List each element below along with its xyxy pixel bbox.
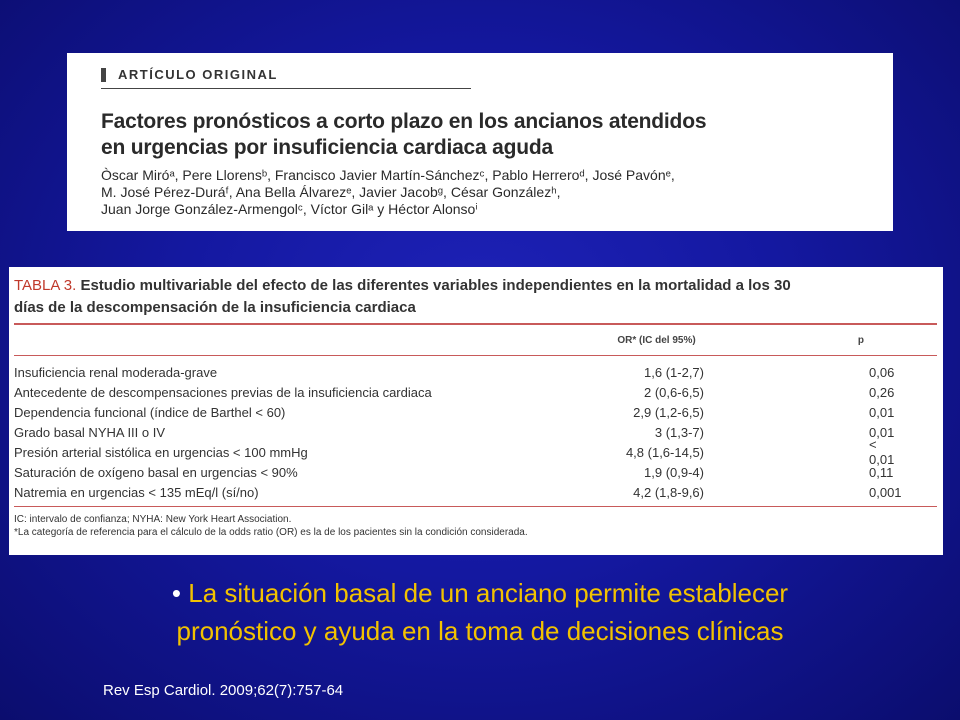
bullet-text-line: pronóstico y ayuda en la toma de decisiones clínicas bbox=[176, 616, 784, 646]
article-title bbox=[101, 109, 893, 161]
author-list bbox=[101, 167, 893, 218]
row-or: 3 (1,3-7) bbox=[654, 424, 704, 440]
table-row bbox=[14, 482, 937, 502]
row-or: 1,6 (1-2,7) bbox=[644, 364, 704, 380]
table-caption bbox=[14, 275, 937, 319]
table-header bbox=[14, 325, 937, 355]
row-or: 4,8 (1,6-14,5) bbox=[625, 444, 704, 460]
footnote: IC: intervalo de confianza; NYHA: New York Heart Association. bbox=[14, 514, 292, 525]
row-p: 0,01 bbox=[869, 404, 895, 420]
section-heading bbox=[101, 67, 893, 82]
row-label: Natremia en urgencias < 135 mEq/l (sí/no) bbox=[14, 484, 259, 500]
row-p: 0,01 bbox=[869, 424, 895, 440]
row-label: Grado basal NYHA III o IV bbox=[14, 424, 166, 440]
table-row bbox=[14, 402, 937, 422]
table-footnotes bbox=[14, 507, 937, 539]
bullet-text-line: La situación basal de un anciano permite establecer bbox=[188, 578, 789, 608]
row-or: 2,9 (1,2-6,5) bbox=[633, 404, 704, 420]
author-line: Òscar Miróᵃ, Pere Llorensᵇ, Francisco Javier Martín-Sánchezᶜ, Pablo Herreroᵈ, José Pavónᵉ, bbox=[101, 167, 675, 183]
header-p: p bbox=[857, 334, 864, 346]
row-p: 0,11 bbox=[869, 464, 894, 480]
article-title-line: Factores pronósticos a corto plazo en los ancianos atendidos bbox=[101, 110, 707, 133]
results-table-card bbox=[9, 267, 943, 555]
row-or: 4,2 (1,8-9,6) bbox=[633, 484, 704, 500]
row-or: 1,9 (0,9-4) bbox=[644, 464, 704, 480]
row-label: Antecedente de descompensaciones previas de la insuficiencia cardiaca bbox=[14, 384, 432, 400]
table-row bbox=[14, 382, 937, 402]
author-line: M. José Pérez-Duráᶠ, Ana Bella Álvarezᵉ, Javier Jacobᵍ, César Gonzálezʰ, bbox=[101, 184, 561, 200]
table-caption-line: Estudio multivariable del efecto de las diferentes variables independientes en la mortalidad a los 30 bbox=[80, 277, 791, 294]
row-p: 0,06 bbox=[869, 364, 895, 380]
article-title-line: en urgencias por insuficiencia cardiaca aguda bbox=[101, 136, 553, 159]
section-divider bbox=[101, 88, 471, 89]
row-label: Saturación de oxígeno basal en urgencias < 90% bbox=[14, 464, 298, 480]
row-label: Presión arterial sistólica en urgencias < 100 mmHg bbox=[14, 444, 308, 460]
section-marker-icon bbox=[101, 68, 106, 82]
article-header-card bbox=[67, 53, 893, 231]
footnote: *La categoría de referencia para el cálculo de la odds ratio (OR) es la de los pacientes sin la condición considerada. bbox=[14, 527, 528, 538]
row-p: 0,001 bbox=[869, 484, 902, 500]
table-body bbox=[14, 356, 937, 506]
table-row bbox=[14, 362, 937, 382]
table-tag: TABLA 3. bbox=[14, 277, 77, 294]
reference-citation: Rev Esp Cardiol. 2009;62(7):757-64 bbox=[103, 682, 344, 699]
author-line: Juan Jorge González-Armengolᶜ, Víctor Gilᵃ y Héctor Alonsoⁱ bbox=[101, 201, 478, 217]
table-caption-line: días de la descompensación de la insuficiencia cardiaca bbox=[14, 299, 416, 316]
table-row bbox=[14, 437, 937, 467]
row-label: Insuficiencia renal moderada-grave bbox=[14, 364, 218, 380]
row-or: 2 (0,6-6,5) bbox=[644, 384, 704, 400]
section-label: ARTÍCULO ORIGINAL bbox=[118, 67, 278, 82]
bullet-point bbox=[100, 574, 860, 650]
row-p: < 0,01 bbox=[869, 437, 895, 467]
table-row bbox=[14, 462, 937, 482]
row-label: Dependencia funcional (índice de Barthel < 60) bbox=[14, 404, 286, 420]
row-p: 0,26 bbox=[869, 384, 895, 400]
bullet-icon: • bbox=[171, 578, 182, 608]
header-or: OR* (IC del 95%) bbox=[617, 334, 696, 346]
